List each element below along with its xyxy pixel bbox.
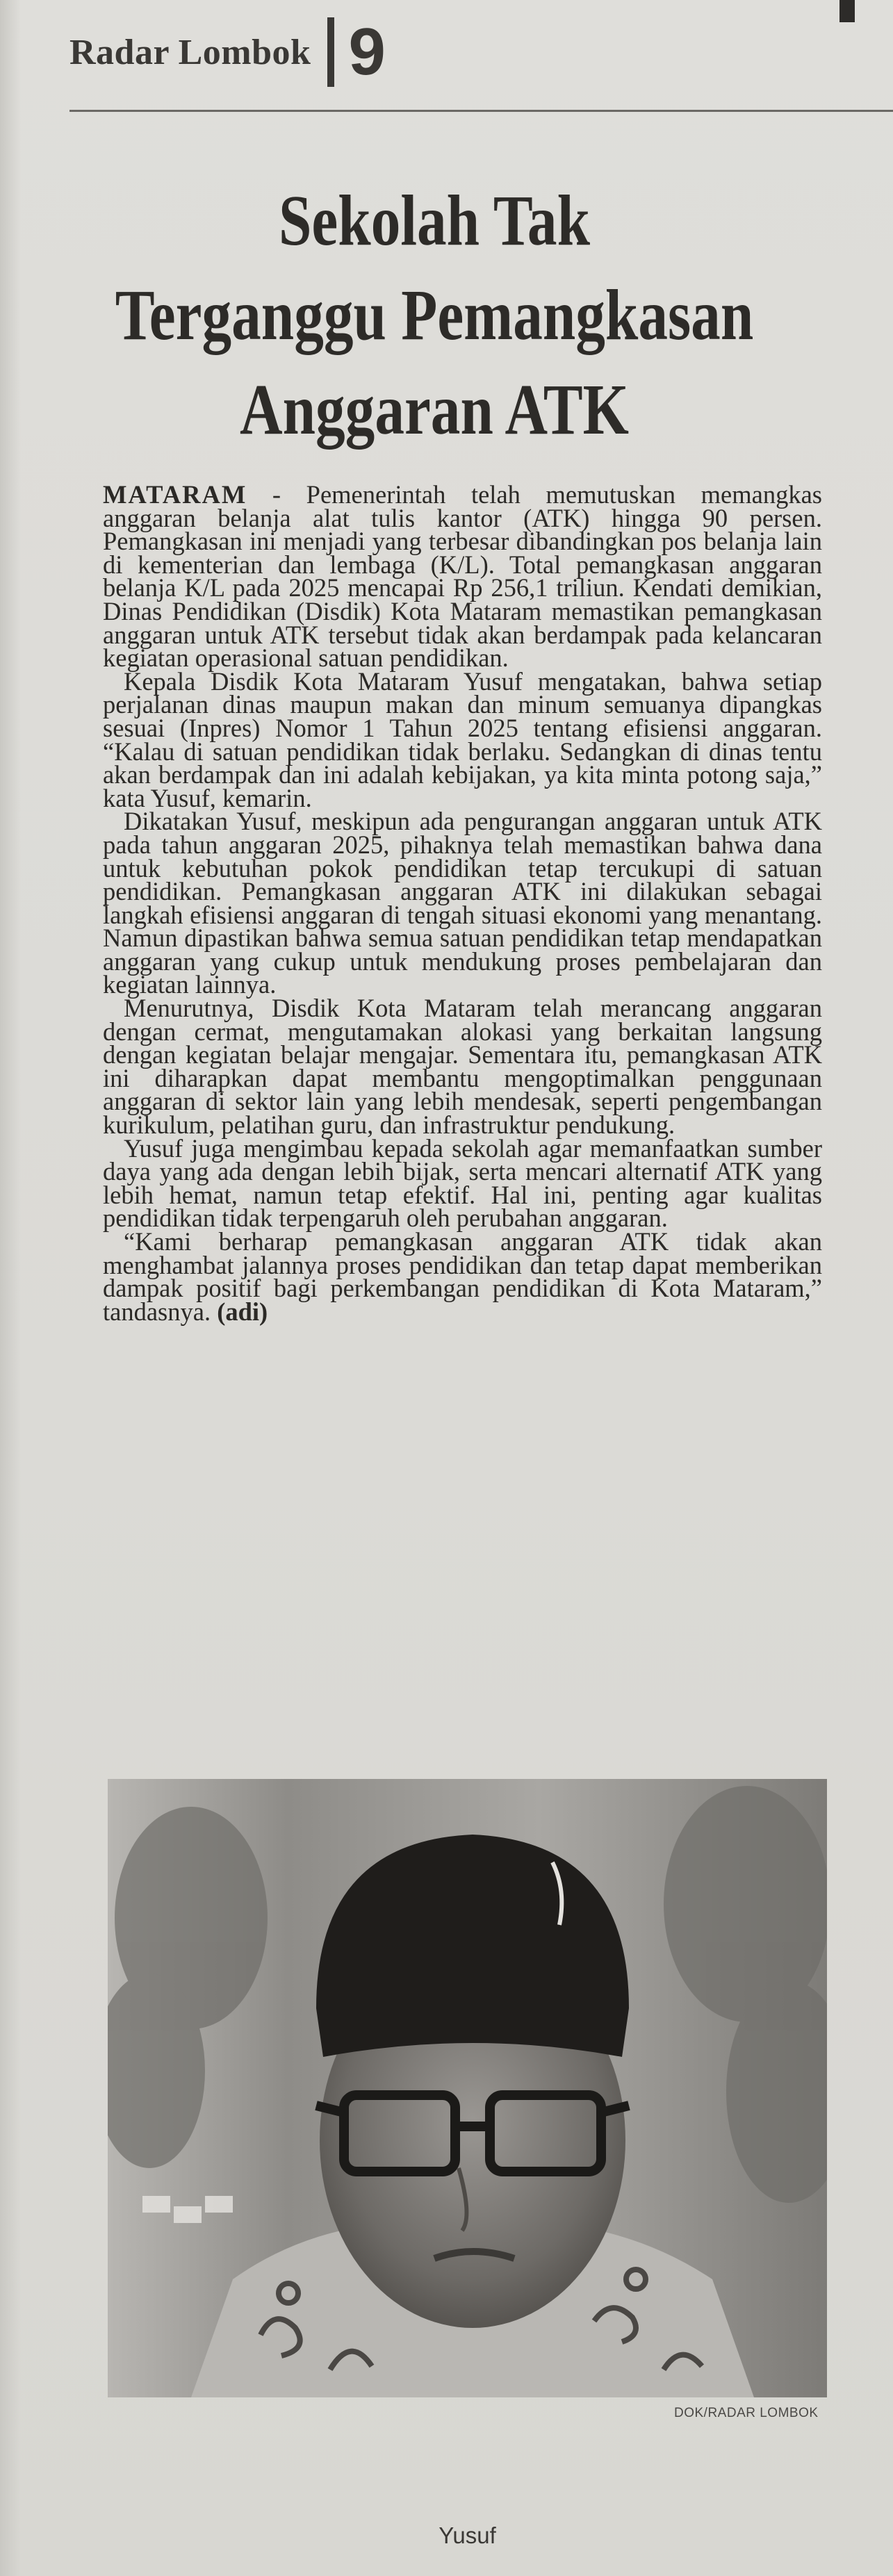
portrait-photo (108, 1779, 827, 2397)
masthead (69, 14, 386, 90)
article-paragraph-4: Menurutnya, Disdik Kota Mataram telah merancang anggaran dengan cermat, mengutamakan alokasi yang berkaitan langsung dengan kegiatan belajar mengajar. Sementara itu, pemangkasan ATK ini diharapkan dapat membantu mengoptimalkan penggunaan anggaran di sektor lain yang lebih mendesak, seperti pengembangan kurikulum, pelatihan guru, dan infrastruktur pendukung. (103, 994, 822, 1140)
photo-credit: DOK/RADAR LOMBOK (674, 2406, 819, 2420)
article-body (103, 480, 822, 1326)
page-fold-shadow (0, 0, 21, 2576)
headline-line-3: Anggaran ATK (240, 370, 629, 450)
headline-line-1: Sekolah Tak (278, 181, 591, 261)
photo-caption: Yusuf (439, 2522, 496, 2548)
author-credit: (adi) (217, 1297, 268, 1326)
dateline: MATARAM (103, 480, 247, 509)
article-paragraph-6-text: “Kami berharap pemangkasan anggaran ATK tidak akan menghambat jalannya proses pendidikan dan tetap dapat memberikan dampak positif bagi perkembangan pendidikan di Kota Mataram,” tandasnya. (103, 1227, 822, 1326)
masthead-divider (327, 17, 334, 87)
article-paragraph-3: Dikatakan Yusuf, meskipun ada pengurangan anggaran untuk ATK pada tahun anggaran 2025, pihaknya telah memastikan bahwa dana untuk kebutuhan pokok pendidikan tetap tercukupi di satuan pendidikan. Pemangkasan anggaran ATK ini dilakukan sebagai langkah efisiensi anggaran di tengah situasi ekonomi yang menantang. Namun dipastikan bahwa semua satuan pendidikan tetap mendapatkan anggaran yang cukup untuk mendukung proses pembelajaran dan kegiatan lainnya. (103, 807, 822, 999)
article-paragraph-1 (103, 480, 822, 673)
article-paragraph-5: Yusuf juga mengimbau kepada sekolah agar memanfaatkan sumber daya yang ada dengan lebih bijak, serta mencari alternatif ATK yang lebih hemat, namun tetap efektif. Hal ini, penting agar kualitas pendidikan tidak terpengaruh oleh perubahan anggaran. (103, 1133, 822, 1233)
masthead-name: Radar Lombok (69, 32, 311, 72)
article-paragraph-2: Kepala Disdik Kota Mataram Yusuf mengatakan, bahwa setiap perjalanan dinas maupun makan dan minum semuanya dipangkas sesuai (Inpres) Nomor 1 Tahun 2025 tentang efisiensi anggaran. “Kalau di satuan pendidikan tidak berlaku. Sedangkan di dinas tentu akan berdampak dan ini adalah kebijakan, ya kita minta potong saja,” kata Yusuf, kemarin. (103, 666, 822, 812)
page-number: 9 (348, 15, 386, 89)
article-paragraph-6 (103, 1227, 822, 1326)
top-rule (69, 110, 893, 112)
headline-line-2: Terganggu Pemangkasan (115, 275, 754, 355)
article-paragraph-1-text: - Pemenerintah telah memutuskan memangkas anggaran belanja alat tulis kantor (ATK) hingga 90 persen. Pemangkasan ini menjadi yang terbesar dibandingkan pos belanja lain di kementerian dan lembaga (K/L). Total pemangkasan anggaran belanja K/L pada 2025 mencapai Rp 256,1 triliun. Kendati demikian, Dinas Pendidikan (Disdik) Kota Mataram memastikan pemangkasan anggaran untuk ATK tersebut tidak akan berdampak pada kelancaran kegiatan operasional satuan pendidikan. (103, 480, 822, 673)
headline (113, 174, 757, 457)
portrait-illustration (108, 1779, 827, 2397)
corner-mark (839, 0, 855, 22)
